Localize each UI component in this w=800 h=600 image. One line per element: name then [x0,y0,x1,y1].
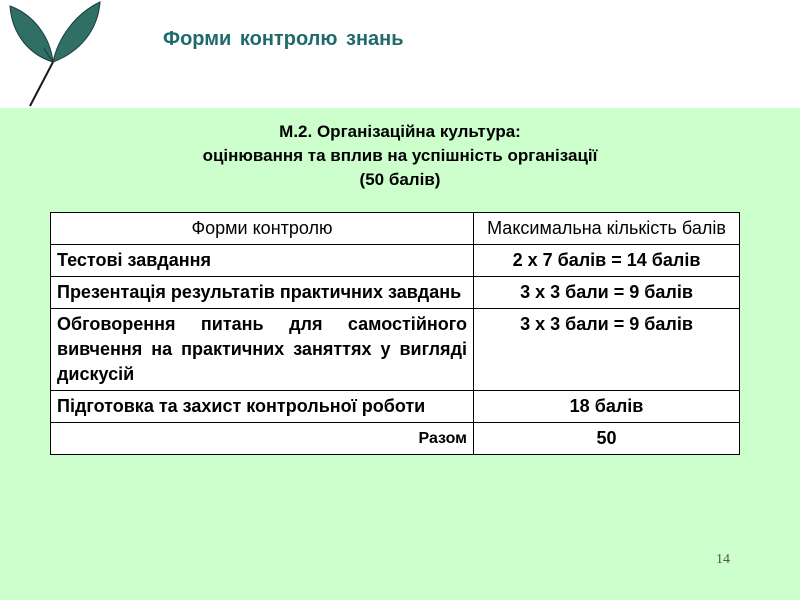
table-row [51,309,740,391]
subtitle-line-1: М.2. Організаційна культура: [279,122,521,141]
table-row [51,277,740,309]
total-value: 50 [474,423,740,455]
assessment-table [50,212,740,455]
table-header-row [51,213,740,245]
page-title: Форми контролю знань [163,28,404,50]
header-form: Форми контролю [51,213,474,245]
row-form: Обговорення питань для самостійного вивчення на практичних заняттях у вигляді дискусій [51,309,474,391]
leaf-logo-icon [0,0,110,110]
table-total-row [51,423,740,455]
row-form: Підготовка та захист контрольної роботи [51,391,474,423]
row-form: Презентація результатів практичних завдань [51,277,474,309]
row-points: 18 балів [474,391,740,423]
table-row [51,245,740,277]
page-number: 14 [716,552,730,567]
row-form: Тестові завдання [51,245,474,277]
row-points: 3 х 3 бали = 9 балів [474,277,740,309]
table-row [51,391,740,423]
subtitle-line-3: (50 балів) [359,170,441,189]
subtitle-line-2: оцінювання та вплив на успішність організації [202,146,598,165]
total-label: Разом [51,423,474,455]
header-max-points: Максимальна кількість балів [474,213,740,245]
row-points: 2 х 7 балів = 14 балів [474,245,740,277]
module-subtitle [90,120,710,192]
row-points: 3 х 3 бали = 9 балів [474,309,740,391]
